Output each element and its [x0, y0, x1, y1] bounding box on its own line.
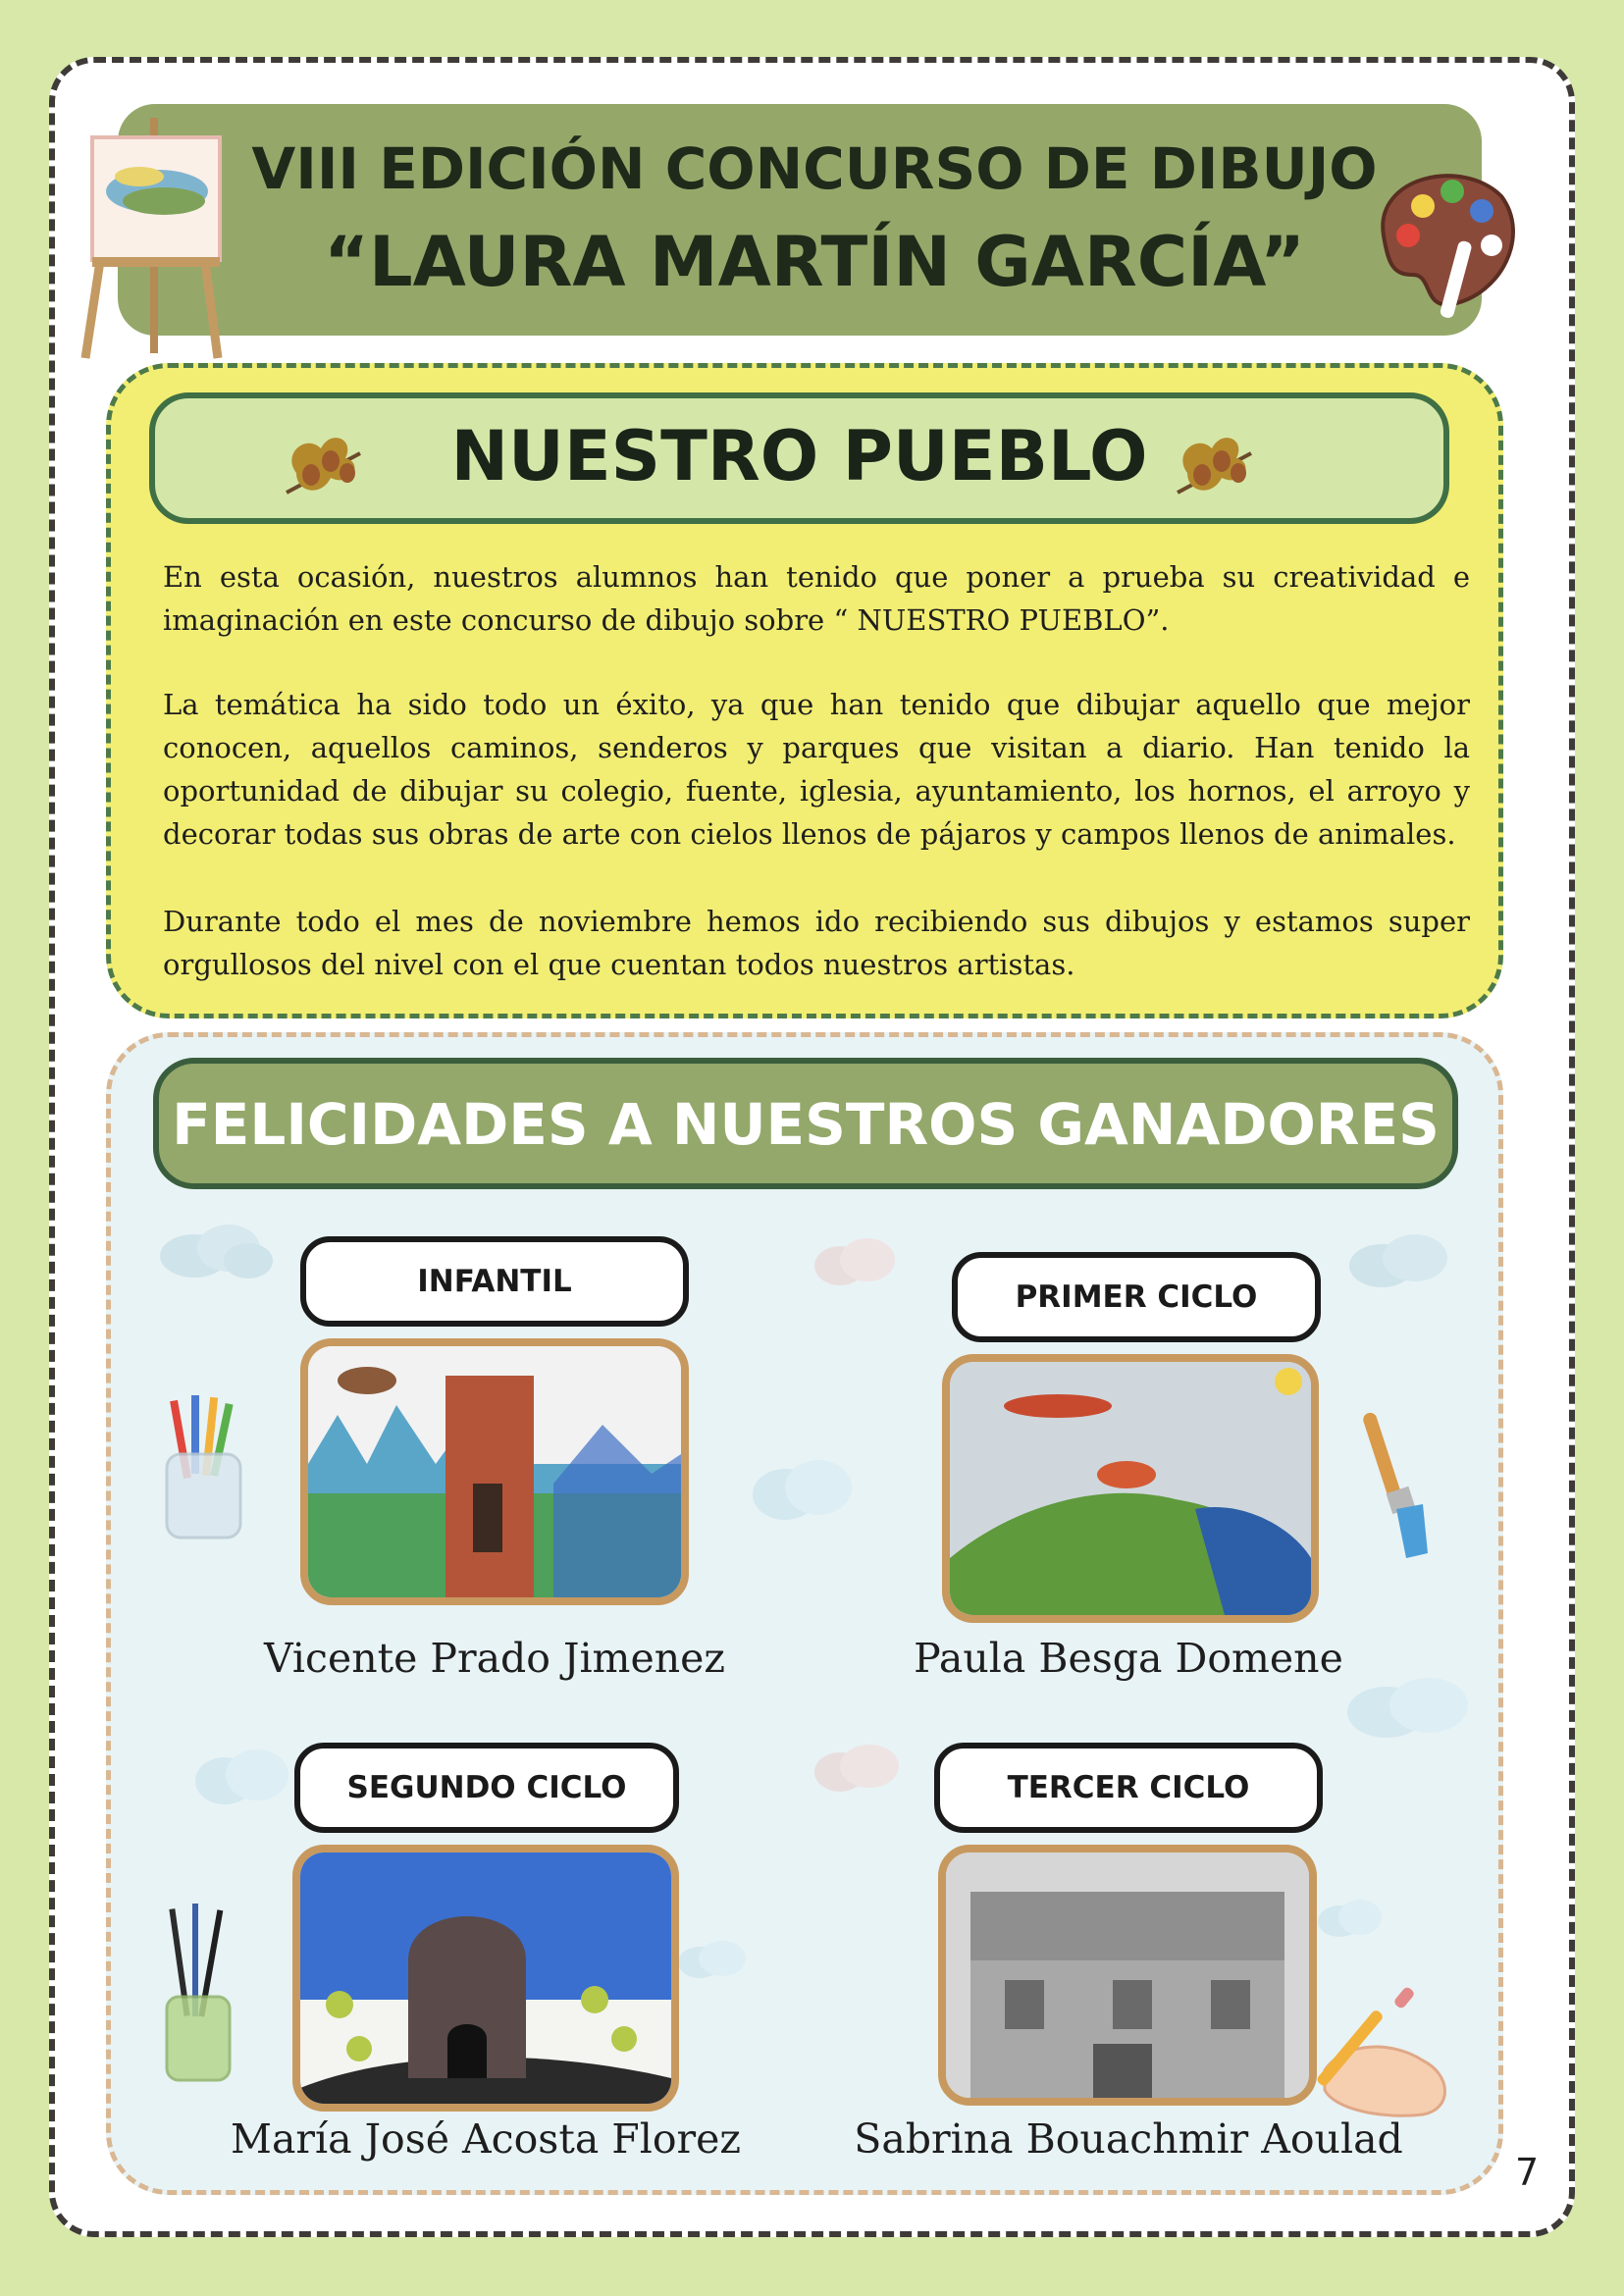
- drawing-hand-icon: [1305, 1982, 1462, 2119]
- header-contest-name: “LAURA MARTÍN GARCÍA”: [324, 222, 1305, 302]
- cloud-icon: [675, 1935, 749, 1984]
- category-pill-segundo-ciclo: SEGUNDO CICLO: [294, 1743, 679, 1833]
- paintbrush-icon: [1359, 1411, 1442, 1563]
- cloud-icon: [811, 1739, 904, 1800]
- intro-paragraph-1: En esta ocasión, nuestros alumnos han tenido que poner a prueba su creatividad e imaginación en este concurso de dibujo sobre “ NUESTRO PUEBLO”.: [163, 560, 1470, 637]
- drawing-photo-primer-ciclo: [942, 1354, 1319, 1623]
- category-pill-infantil: INFANTIL: [300, 1236, 689, 1327]
- drawing-photo-infantil: [300, 1338, 689, 1605]
- category-pill-primer-ciclo: PRIMER CICLO: [952, 1252, 1321, 1342]
- header-contest-edition: VIII EDICIÓN CONCURSO DE DIBUJO: [251, 135, 1378, 202]
- drawing-photo-segundo-ciclo: [292, 1845, 679, 2112]
- cloud-icon: [811, 1232, 901, 1293]
- winner-name-primer-ciclo: Paula Besga Domene: [914, 1635, 1343, 1682]
- winner-name-tercer-ciclo: Sabrina Bouachmir Aoulad: [854, 2115, 1403, 2163]
- winner-name-infantil: Vicente Prado Jimenez: [264, 1635, 725, 1682]
- drawing-photo-tercer-ciclo: [938, 1845, 1317, 2106]
- intro-paragraph-3: Durante todo el mes de noviembre hemos ido recibiendo sus dibujos y estamos super orgullosos del nivel con el que cuentan todos nuestros artistas.: [163, 905, 1470, 981]
- page-number: 7: [1515, 2151, 1540, 2194]
- category-pill-tercer-ciclo: TERCER CICLO: [934, 1743, 1323, 1833]
- winners-title: FELICIDADES A NUESTROS GANADORES: [172, 1091, 1440, 1158]
- pencil-cup-icon: [157, 1395, 250, 1542]
- cloud-icon: [1344, 1228, 1457, 1295]
- cloud-icon: [190, 1742, 293, 1812]
- winner-name-segundo-ciclo: María José Acosta Florez: [230, 2115, 742, 2163]
- cloud-icon: [748, 1450, 861, 1531]
- intro-title: NUESTRO PUEBLO: [450, 416, 1148, 496]
- brush-jar-icon: [159, 1904, 237, 2085]
- cloud-icon: [1315, 1894, 1384, 1945]
- intro-paragraph-2: La temática ha sido todo un éxito, ya que han tenido que dibujar aquello que mejor conocen, aquellos caminos, senderos y parques que visitan a diario. Han tenido la oportunidad de dibujar su colegio, fuente, iglesia, ayuntamiento, los hornos, el arroyo y decorar todas sus obras de arte con cielos llenos de pájaros y campos llenos de animales.: [163, 688, 1470, 851]
- cloud-icon: [155, 1217, 278, 1285]
